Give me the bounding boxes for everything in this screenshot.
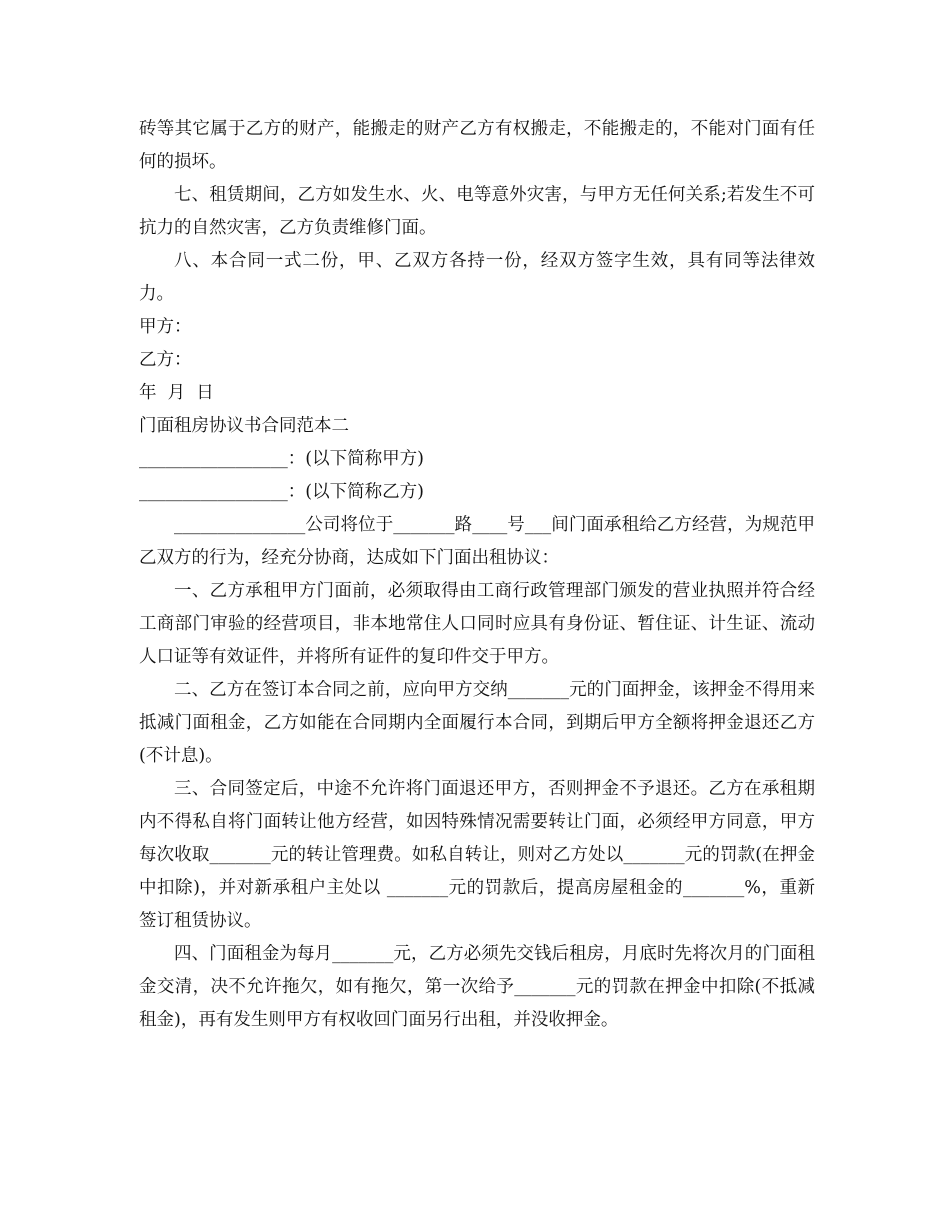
paragraph-clause-3: 三、合同签定后，中途不允许将门面退还甲方，否则押金不予退还。乙方在承租期内不得私自将门面转让他方经营，如因特殊情况需要转让门面，必须经甲方同意，甲方每次收取_______元的转让管理费。如私自转让，则对乙方处以_______元的罚款(在押金中扣除)，并对新承租户主处以 _______元的罚款后，提高房屋租金的_______%，重新签订租赁协议。 xyxy=(139,779,815,931)
date-line: 年 月 日 xyxy=(139,383,214,403)
document-body xyxy=(139,113,815,1037)
party-a-signature-line: 甲方： xyxy=(139,317,192,337)
party-b-signature-line: 乙方： xyxy=(139,350,192,370)
paragraph-clause-4: 四、门面租金为每月_______元，乙方必须先交钱后租房，月底时先将次月的门面租金交清，决不允许拖欠，如有拖欠，第一次给予_______元的罚款在押金中扣除(不抵减租金)，再有发生则甲方有权收回门面另行出租，并没收押金。 xyxy=(139,944,815,1030)
paragraph-clause-2: 二、乙方在签订本合同之前，应向甲方交纳_______元的门面押金，该押金不得用来抵减门面租金，乙方如能在合同期内全面履行本合同，到期后甲方全额将押金退还乙方(不计息)。 xyxy=(139,680,815,766)
paragraph-intro: _______________公司将位于_______路____号___间门面承租给乙方经营，为规范甲乙双方的行为，经充分协商，达成如下门面出租协议： xyxy=(139,515,815,568)
paragraph-clause-8: 八、本合同一式二份，甲、乙双方各持一份，经双方签字生效，具有同等法律效力。 xyxy=(139,251,815,304)
paragraph-property-removal: 砖等其它属于乙方的财产，能搬走的财产乙方有权搬走，不能搬走的，不能对门面有任何的损坏。 xyxy=(139,119,815,172)
paragraph-clause-7: 七、租赁期间，乙方如发生水、火、电等意外灾害，与甲方无任何关系;若发生不可抗力的自然灾害，乙方负责维修门面。 xyxy=(139,185,815,238)
section-title: 门面租房协议书合同范本二 xyxy=(139,416,349,436)
paragraph-clause-1: 一、乙方承租甲方门面前，必须取得由工商行政管理部门颁发的营业执照并符合经工商部门审验的经营项目，非本地常住人口同时应具有身份证、暂住证、计生证、流动人口证等有效证件，并将所有证件的复印件交于甲方。 xyxy=(139,581,815,667)
party-b-name-line: _________________：(以下简称乙方) xyxy=(139,482,424,502)
party-a-name-line: _________________：(以下简称甲方) xyxy=(139,449,424,469)
